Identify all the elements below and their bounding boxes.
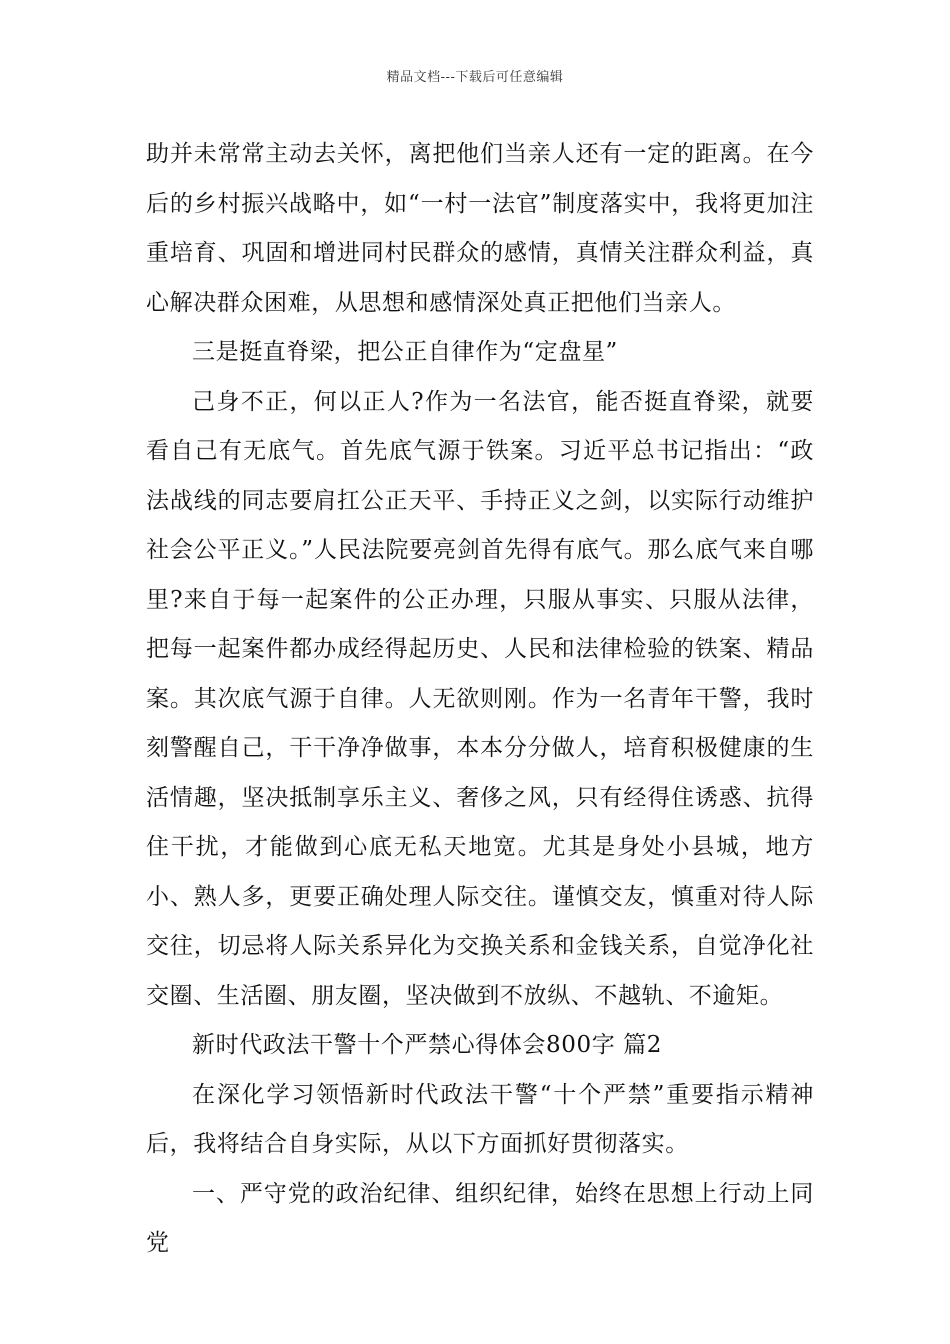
section-heading-one: 一、严守党的政治纪律、组织纪律，始终在思想上行动上同党 xyxy=(146,1180,814,1256)
paragraph-integrity: 己身不正，何以正人?作为一名法官，能否挺直脊梁，就要看自己有无底气。首先底气源于铁案。习近平总书记指出：“政法战线的同志要肩扛公正天平、手持正义之剑，以实际行动维护社会公平正义。”人民法院要亮剑首先得有底气。那么底气来自哪里?来自于每一起案件的公正办理，只服从事实、只服从法律，把每一起案件都办成经得起历史、人民和法律检验的铁案、精品案。其次底气源于自律。人无欲则刚。作为一名青年干警，我时刻警醒自己，干干净净做事，本本分分做人，培育积极健康的生活情趣，坚决抵制享乐主义、奢侈之风，只有经得住诱惑、抗得住干扰，才能做到心底无私天地宽。尤其是身处小县城，地方小、熟人多，更要正确处理人际交往。谨慎交友，慎重对待人际交往，切忌将人际关系异化为交换关系和金钱关系，自觉净化社交圈、生活圈、朋友圈，坚决做到不放纵、不越轨、不逾矩。 xyxy=(146,388,814,1009)
document-body xyxy=(146,130,814,1269)
page-header: 精品文档---下载后可任意编辑 xyxy=(386,70,564,85)
section-heading-three: 三是挺直脊梁，把公正自律作为“定盘星” xyxy=(192,339,618,365)
paragraph-continuation: 助并未常常主动去关怀，离把他们当亲人还有一定的距离。在今后的乡村振兴战略中，如“一村一法官”制度落实中，我将更加注重培育、巩固和增进同村民群众的感情，真情关注群众利益，真心解决群众困难，从思想和感情深处真正把他们当亲人。 xyxy=(146,141,814,316)
paragraph-intro: 在深化学习领悟新时代政法干警“十个严禁”重要指示精神后，我将结合自身实际，从以下方面抓好贯彻落实。 xyxy=(146,1081,814,1157)
article-title-part-2: 新时代政法干警十个严禁心得体会800字 篇2 xyxy=(192,1032,663,1058)
